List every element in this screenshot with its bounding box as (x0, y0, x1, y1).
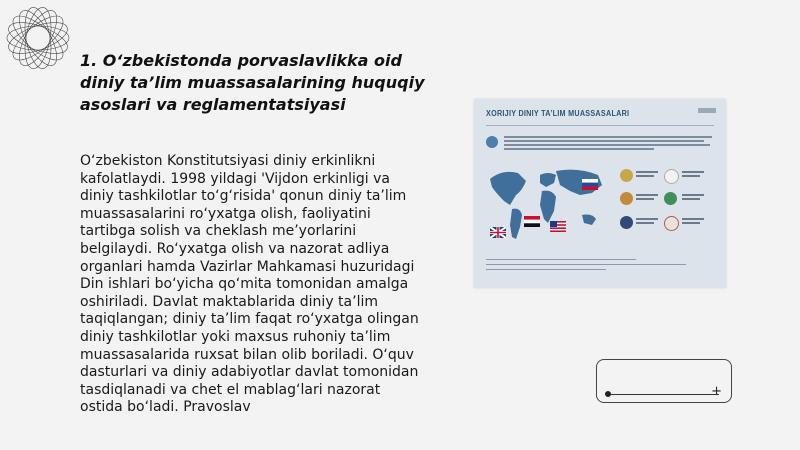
emblem-label (636, 218, 658, 220)
infographic-footnote-line (486, 259, 636, 260)
emblem-label (636, 222, 654, 224)
plus-icon[interactable]: + (711, 384, 722, 399)
emblem-label (682, 194, 704, 196)
emblem-label (682, 198, 700, 200)
infographic-desc-line (504, 140, 704, 142)
institution-emblem-icon (620, 169, 633, 182)
spirograph-ornament-icon (3, 3, 73, 73)
infographic-footnote-line (486, 269, 606, 270)
dot-icon[interactable] (605, 391, 611, 397)
infographic-desc-line (504, 136, 712, 138)
slider-track[interactable] (609, 394, 719, 395)
infographic-footnote-line (486, 264, 686, 265)
info-circle-icon (486, 136, 498, 148)
institution-emblem-icon (620, 216, 633, 229)
flag-egypt-icon (524, 216, 540, 227)
emblem-label (682, 175, 700, 177)
infographic-title: XORIJIY DINIY TA’LIM MUASSASALARI (486, 109, 630, 118)
institution-emblem-icon (664, 216, 679, 231)
slide-title: 1. O‘zbekistonda porvaslavlikka oid diniy ta’lim muassasalarining huquqiy asoslari va reglamentatsiyasi (80, 51, 425, 114)
flag-russia-icon (582, 179, 598, 190)
body-paragraph: O‘zbekiston Konstitutsiyasi diniy erkinlikni kafolatlaydi. 1998 yildagi 'Vijdon erkinligi va diniy tashkilotlar to‘g‘risida' qonun diniy ta’lim muassasalarini ro‘yxatga olish, faoliyatini tartibga solish va cheklash me’yorlarini belgilaydi. Ro‘yxatga olish va nazorat adliya organlari hamda Vazirlar Mahkamasi huzuridagi Din ishlari bo‘yicha qo‘mita tomonidan amalga oshiriladi. Davlat maktablarida diniy ta’lim taqiqlangan; diniy ta’lim faqat ro‘yxatga olingan diniy tashkilotlar yoki maxsus ruhoniy ta’lim muassasalarida ruxsat bilan olib boriladi. O‘quv dasturlari va diniy adabiyotlar davlat tomonidan tasdiqlanadi va chet el mablag‘lari nazorat ostida bo‘ladi. Pravoslav (80, 153, 419, 416)
emblem-label (636, 171, 658, 173)
infographic-desc-line (504, 144, 710, 146)
flag-uk-icon (490, 227, 506, 238)
emblem-label (682, 171, 704, 173)
flag-malaysia-icon (550, 221, 566, 232)
mosque-emblem-icon (664, 169, 679, 184)
institution-emblem-icon (620, 192, 633, 205)
infographic-divider (486, 125, 714, 126)
infographic-image (474, 99, 726, 288)
emblem-label (682, 218, 704, 220)
infographic-desc-line (504, 148, 654, 150)
emblem-label (636, 175, 654, 177)
emblem-label (636, 194, 658, 196)
emblem-label (682, 222, 700, 224)
institution-emblem-icon (664, 192, 677, 205)
emblem-label (636, 198, 654, 200)
infographic-logo (698, 108, 716, 113)
slider-widget[interactable] (596, 359, 732, 403)
